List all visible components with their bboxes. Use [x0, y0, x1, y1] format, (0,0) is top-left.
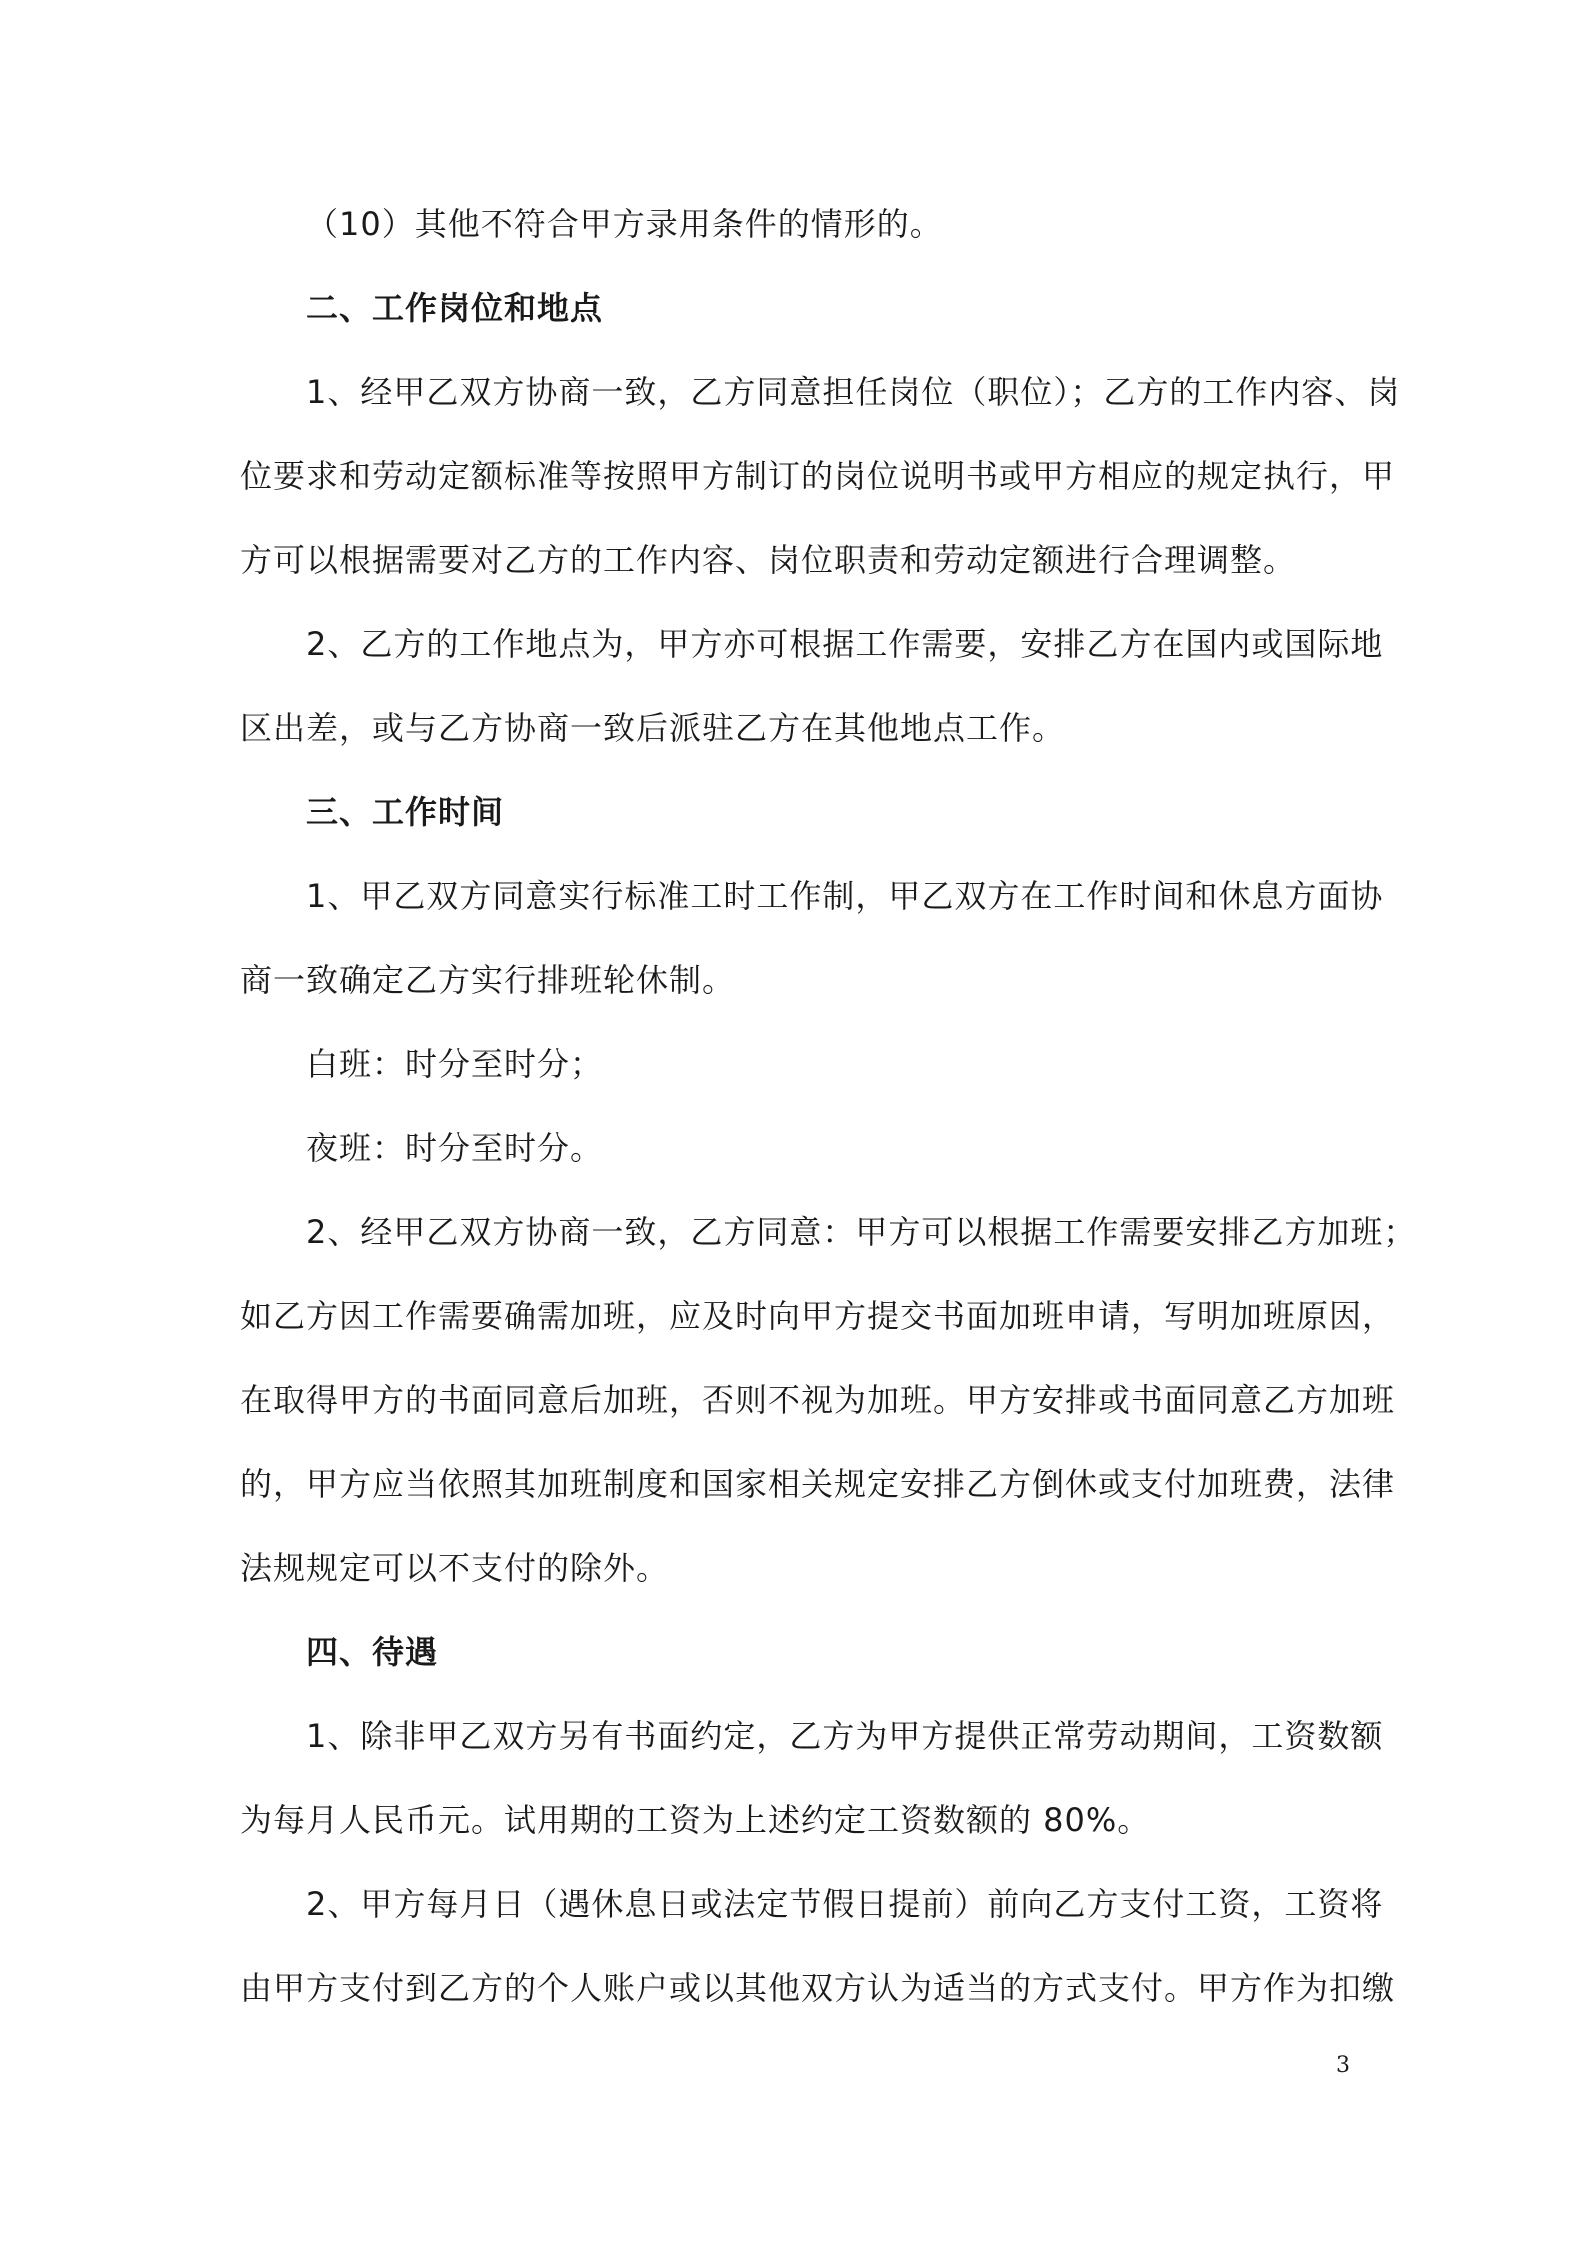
- paragraph-line: 1、经甲乙双方协商一致，乙方同意担任岗位（职位）；乙方的工作内容、岗: [306, 373, 1401, 411]
- paragraph-line: 2、甲方每月日（遇休息日或法定节假日提前）前向乙方支付工资，工资将: [306, 1885, 1384, 1923]
- paragraph-line: 如乙方因工作需要确需加班，应及时向甲方提交书面加班申请，写明加班原因，: [240, 1297, 1396, 1335]
- paragraph-line: 1、甲乙双方同意实行标准工时工作制，甲乙双方在工作时间和休息方面协: [306, 877, 1384, 915]
- paragraph-line: 区出差，或与乙方协商一致后派驻乙方在其他地点工作。: [240, 709, 1066, 747]
- paragraph-line: 法规规定可以不支付的除外。: [240, 1549, 670, 1587]
- section-heading-working-hours: 三、工作时间: [306, 793, 505, 831]
- paragraph-line: 1、除非甲乙双方另有书面约定，乙方为甲方提供正常劳动期间，工资数额: [306, 1717, 1384, 1755]
- page-number: 3: [1336, 2053, 1350, 2078]
- day-shift-line: 白班：时分至时分；: [306, 1045, 604, 1083]
- paragraph-line: 的，甲方应当依照其加班制度和国家相关规定安排乙方倒休或支付加班费，法律: [240, 1465, 1396, 1503]
- paragraph-line: 商一致确定乙方实行排班轮休制。: [240, 961, 736, 999]
- paragraph-line: 方可以根据需要对乙方的工作内容、岗位职责和劳动定额进行合理调整。: [240, 541, 1297, 579]
- section-heading-compensation: 四、待遇: [306, 1633, 439, 1671]
- paragraph-line: 在取得甲方的书面同意后加班，否则不视为加班。甲方安排或书面同意乙方加班: [240, 1381, 1396, 1419]
- paragraph-line: 由甲方支付到乙方的个人账户或以其他双方认为适当的方式支付。甲方作为扣缴: [240, 1969, 1396, 2007]
- paragraph-line: 2、经甲乙双方协商一致，乙方同意：甲方可以根据工作需要安排乙方加班；: [306, 1213, 1417, 1251]
- clause-10-line: （10）其他不符合甲方录用条件的情形的。: [306, 205, 943, 243]
- night-shift-line: 夜班：时分至时分。: [306, 1129, 604, 1167]
- section-heading-job-position: 二、工作岗位和地点: [306, 289, 604, 327]
- paragraph-line: 2、乙方的工作地点为，甲方亦可根据工作需要，安排乙方在国内或国际地: [306, 625, 1384, 663]
- paragraph-line: 为每月人民币元。试用期的工资为上述约定工资数额的 80%。: [240, 1801, 1151, 1839]
- paragraph-line: 位要求和劳动定额标准等按照甲方制订的岗位说明书或甲方相应的规定执行，甲: [240, 457, 1396, 495]
